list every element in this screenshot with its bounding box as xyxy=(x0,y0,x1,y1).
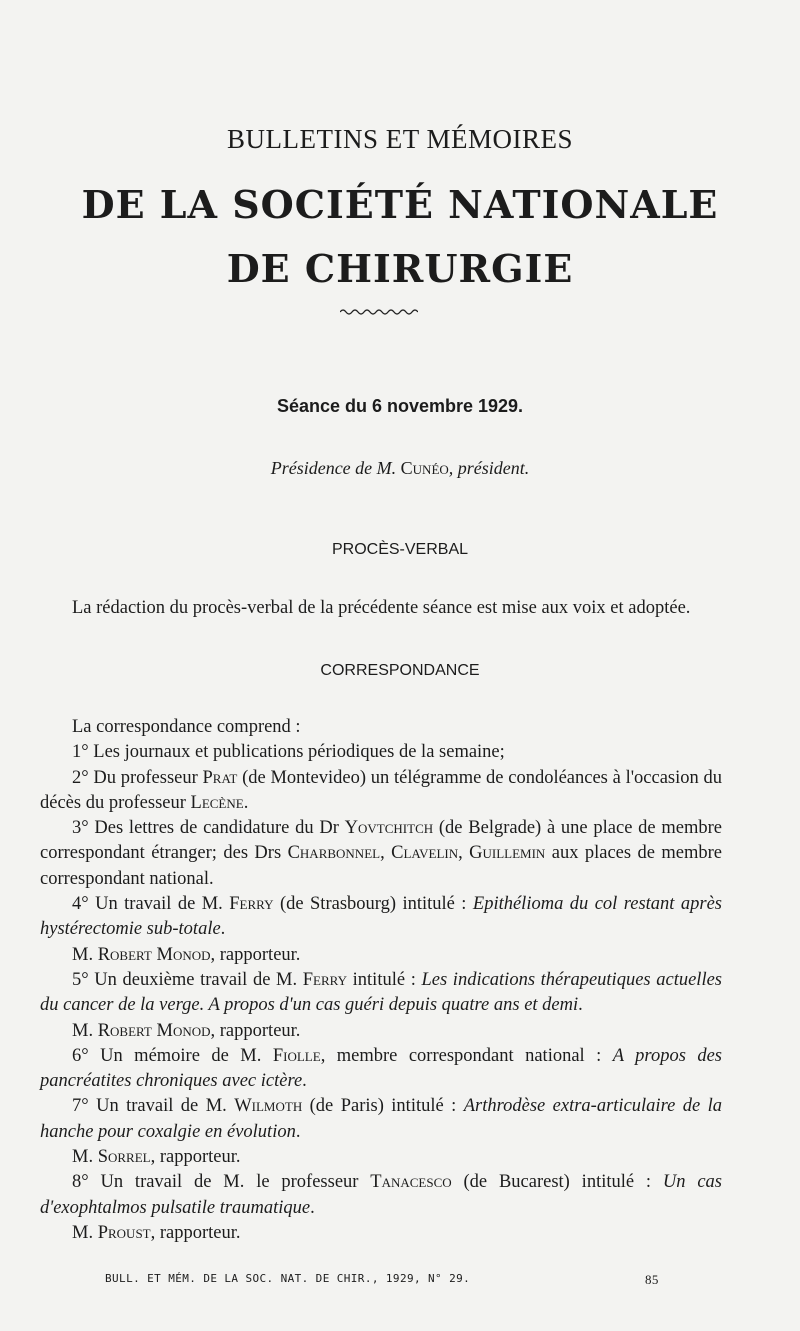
person-name: Fiolle xyxy=(272,1045,321,1066)
section-title-correspondance: CORRESPONDANCE xyxy=(320,662,480,679)
work-title: Un cas d'exophtalmos pulsatile traumatique xyxy=(40,1172,723,1218)
presidence-prefix: Présidence de M. xyxy=(270,458,401,478)
person-name: Robert Monod xyxy=(97,1020,211,1041)
person-name: Proust xyxy=(97,1222,151,1243)
corr-item-7: 7° Un travail de M. Wilmoth (de Paris) intitulé : Arthrodèse extra-articulaire de la hanche pour coxalgie en évolution. xyxy=(40,1096,723,1142)
person-name: Charbonnel, Clavelin, Guillemin xyxy=(287,843,546,864)
person-name: Lecène xyxy=(190,792,244,813)
corr-item-1: 1° Les journaux et publications périodiques de la semaine; xyxy=(72,742,505,763)
corr-item-intro: La correspondance comprend : xyxy=(72,717,301,737)
corr-item-4: 4° Un travail de M. Ferry (de Strasbourg) intitulé : Epithélioma du col restant après hystérectomie sub-totale. xyxy=(40,894,723,940)
work-title: Arthrodèse extra-articulaire de la hanche pour coxalgie en évolution xyxy=(40,1096,723,1142)
section-title-proces-verbal: PROCÈS-VERBAL xyxy=(331,541,469,558)
person-name: Prat xyxy=(202,767,238,788)
seance-date: Séance du 6 novembre 1929. xyxy=(276,396,524,416)
presidence-line xyxy=(0,458,800,479)
person-name: Yovtchitch xyxy=(344,818,434,839)
person-name: Robert Monod xyxy=(97,944,211,965)
header-line-2: DE LA SOCIÉTÉ NATIONALE xyxy=(81,182,719,227)
corr-rapporteur-2: M. Robert Monod, rapporteur. xyxy=(72,1020,301,1041)
person-name: Tanacesco xyxy=(370,1172,452,1193)
corr-item-8: 8° Un travail de M. le professeur Tanacesco (de Bucarest) intitulé : Un cas d'exophtalmos pulsatile traumatique. xyxy=(40,1172,723,1218)
header-line-3: DE CHIRURGIE xyxy=(226,246,574,291)
presidence-suffix: , président. xyxy=(448,458,530,478)
ornament-divider xyxy=(340,306,418,318)
page-number: 85 xyxy=(645,1272,659,1287)
person-name: Wilmoth xyxy=(234,1096,303,1117)
corr-item-3: 3° Des lettres de candidature du Dr Yovtchitch (de Belgrade) à une place de membre correspondant étranger; des Drs Charbonnel, Clavelin, Guillemin aux places de membre correspondant national. xyxy=(40,818,722,889)
corr-item-2: 2° Du professeur Prat (de Montevideo) un télégramme de condoléances à l'occasion du décès du professeur Lecène. xyxy=(40,767,722,813)
proces-verbal-text: La rédaction du procès-verbal de la précédente séance est mise aux voix et adoptée. xyxy=(72,598,691,618)
correspondance-body xyxy=(40,715,722,1246)
header-line-1: BULLETINS ET MÉMOIRES xyxy=(227,124,573,154)
person-name: Ferry xyxy=(302,969,348,990)
work-title: Epithélioma du col restant après hystérectomie sub-totale xyxy=(40,894,723,940)
corr-item-6: 6° Un mémoire de M. Fiolle, membre correspondant national : A propos des pancréatites chroniques avec ictère. xyxy=(40,1045,723,1092)
corr-item-5: 5° Un deuxième travail de M. Ferry intitulé : Les indications thérapeutiques actuelles du cancer de la verge. A propos d'un cas guéri depuis quatre ans et demi. xyxy=(40,969,722,1016)
person-name: Ferry xyxy=(229,894,274,915)
corr-rapporteur-1: M. Robert Monod, rapporteur. xyxy=(72,944,301,965)
work-title: Les indications thérapeutiques actuelles du cancer de la verge. A propos d'un cas guéri depuis quatre ans et demi xyxy=(40,969,722,1016)
corr-rapporteur-3: M. Sorrel, rapporteur. xyxy=(72,1147,241,1168)
work-title: A propos des pancréatites chroniques avec ictère xyxy=(40,1045,723,1092)
corr-rapporteur-4: M. Proust, rapporteur. xyxy=(72,1222,241,1243)
president-name: Cunéo xyxy=(400,458,449,478)
page-footer xyxy=(0,1272,800,1292)
footer-citation: BULL. ET MÉM. DE LA SOC. NAT. DE CHIR., 1929, N° 29. xyxy=(105,1272,471,1285)
person-name: Sorrel xyxy=(97,1147,151,1168)
